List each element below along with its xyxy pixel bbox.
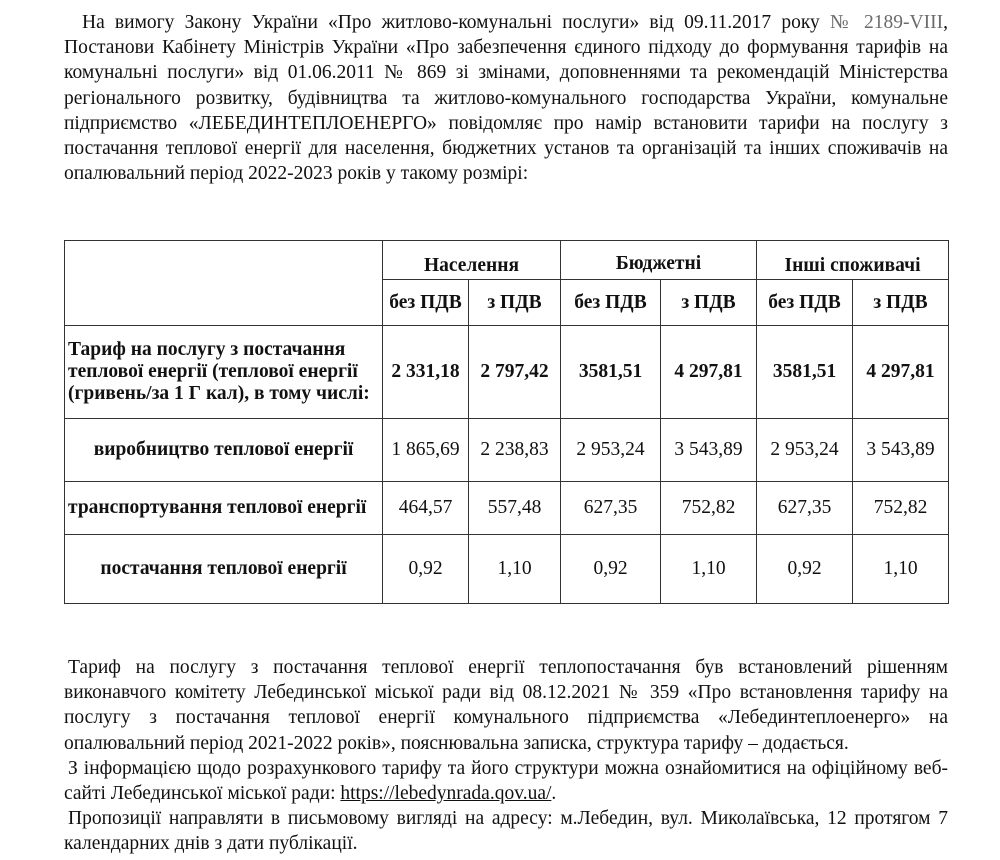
intro-rest: , Постанови Кабінету Міністрів України «Про забезпечення єдиного підходу до формування тарифів на комунальні послуги» від 01.06.2011 № 869 зі змінами, доповненнями та рекомендацій Міністерства регіонального розвитку, будівництва та житлово-комунального господарства України, комунальне підприємство «ЛЕБЕДИНТЕПЛОЕНЕРГО» повідомляє про намір встановити тарифи на послугу з постачання теплової енергії для населення, бюджетних установ та організацій та інших споживачів на опалювальний період 2022-2023 років у такому розмірі:	[64, 12, 948, 185]
law-number: № 2189-VIII	[829, 12, 944, 33]
table-cell: 3581,51	[757, 326, 853, 419]
subheader-cell: з ПДВ	[661, 280, 757, 326]
row-label: Тариф на послугу з постачання теплової енергії (теплової енергії (гривень/за 1 Г кал), в тому числі:	[65, 326, 383, 419]
table-cell: 0,92	[561, 535, 661, 604]
table-header-groups	[65, 241, 949, 280]
proposals-paragraph: Пропозиції направляти в письмовому вигляді на адресу: м.Лебедин, вул. Миколаївська, 12 протягом 7 календарних днів з дати публікації.	[64, 808, 948, 855]
table-cell: 1,10	[661, 535, 757, 604]
group-header-budget-text: Бюджетні	[615, 255, 702, 274]
table-cell: 2 953,24	[757, 419, 853, 482]
table-cell: 1,10	[469, 535, 561, 604]
info-end: .	[551, 783, 557, 805]
table-cell: 464,57	[383, 482, 469, 535]
table-cell: 3 543,89	[661, 419, 757, 482]
table-corner-cell	[65, 241, 383, 326]
table-cell: 4 297,81	[661, 326, 757, 419]
table-cell: 2 953,24	[561, 419, 661, 482]
table-cell: 752,82	[853, 482, 949, 535]
subheader-cell: з ПДВ	[469, 280, 561, 326]
row-label: виробництво теплової енергії	[65, 419, 383, 482]
info-text: З інформацією щодо розрахункового тарифу та його структури можна ознайомитися на офіційному веб-сайті Лебединської міської ради:	[64, 758, 948, 805]
group-header-budget	[561, 241, 757, 280]
intro-paragraph	[64, 10, 948, 186]
table-row	[65, 535, 949, 604]
subheader-cell: без ПДВ	[383, 280, 469, 326]
table-cell: 627,35	[757, 482, 853, 535]
subheader-cell: без ПДВ	[561, 280, 661, 326]
table-cell: 0,92	[757, 535, 853, 604]
row-label: постачання теплової енергії	[65, 535, 383, 604]
intro-text: На вимогу Закону України «Про житлово-комунальні послуги» від 09.11.2017 року	[82, 12, 830, 33]
table-cell: 2 238,83	[469, 419, 561, 482]
table-cell: 752,82	[661, 482, 757, 535]
table-cell: 3581,51	[561, 326, 661, 419]
group-header-other: Інші споживачі	[757, 241, 949, 280]
info-paragraph	[64, 756, 948, 806]
subheader-cell: без ПДВ	[757, 280, 853, 326]
tariff-table	[64, 240, 949, 604]
table-cell: 0,92	[383, 535, 469, 604]
group-header-population: Населення	[383, 241, 561, 280]
table-cell: 2 797,42	[469, 326, 561, 419]
subheader-cell: з ПДВ	[853, 280, 949, 326]
table-cell: 627,35	[561, 482, 661, 535]
table-cell: 3 543,89	[853, 419, 949, 482]
table-cell: 4 297,81	[853, 326, 949, 419]
table-cell: 1 865,69	[383, 419, 469, 482]
table-cell: 557,48	[469, 482, 561, 535]
previous-tariff-paragraph: Тариф на послугу з постачання теплової енергії теплопостачання був встановлений рішенням виконавчого комітету Лебединської міської ради від 08.12.2021 № 359 «Про встановлення тарифу на послугу з постачання теплової енергії комунального підприємства «Лебединтеплоенерго» на опалювальний період 2021-2022 років», пояснювальна записка, структура тарифу – додається.	[64, 657, 948, 754]
table-cell: 1,10	[853, 535, 949, 604]
website-link[interactable]: https://lebedynrada.qov.ua/	[340, 783, 552, 805]
row-label: транспортування теплової енергії	[65, 482, 383, 535]
table-row	[65, 482, 949, 535]
table-row	[65, 326, 949, 419]
table-row	[65, 419, 949, 482]
table-cell: 2 331,18	[383, 326, 469, 419]
